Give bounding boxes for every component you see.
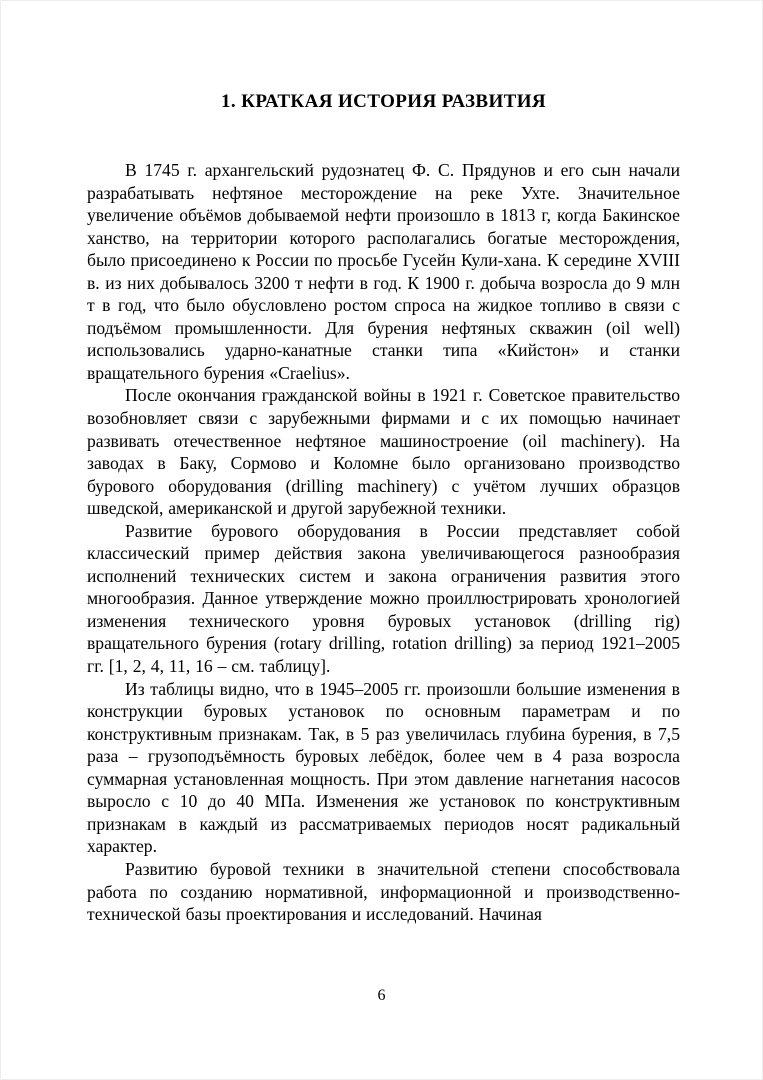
paragraph-history-intro: В 1745 г. архангельский рудознатец Ф. С. Прядунов и его сын начали разрабатывать нефтяное месторождение на реке Ухте. Значительное увеличение объёмов добываемой нефти произошло в 1813 г, когда Бакинское ханство, на территории которого располагались богатые месторождения, было присоединено к России по просьбе Гусейн Кули-хана. К середине XVIII в. из них добывалось 3200 т нефти в год. К 1900 г. добыча возросла до 9 млн т в год, что было обусловлено ростом спроса на жидкое топливо в связи с подъёмом промышленности. Для бурения нефтяных скважин (oil well) использовались ударно-канатные станки типа «Кийстон» и станки вращательного бурения «Craelius». <box>87 160 680 383</box>
paragraph-post-civil-war: После окончания гражданской войны в 1921 г. Советское правительство возобновляет связи с зарубежными фирмами и с их помощью начинает развивать отечественное нефтяное машиностроение (oil machinery). На заводах в Баку, Сормово и Коломне было организовано производство бурового оборудования (drilling machinery) с учётом лучших образцов шведской, американской и другой зарубежной техники. <box>87 385 680 519</box>
page-title: 1. КРАТКАЯ ИСТОРИЯ РАЗВИТИЯ <box>220 91 547 112</box>
page-number: 6 <box>377 987 386 1004</box>
paragraph-technical-base: Развитию буровой техники в значительной степени способствовала работа по созданию нормативной, информационной и производственно-технической базы проектирования и исследований. Начиная <box>87 858 680 925</box>
paragraph-table-analysis: Из таблицы видно, что в 1945–2005 гг. произошли большие изменения в конструкции буровых установок по основным параметрам и по конструктивным признакам. Так, в 5 раз увеличилась глубина бурения, в 7,5 раза – грузоподъёмность буровых лебёдок, более чем в 4 раза возросла суммарная установленная мощность. При этом давление нагнетания насосов выросло с 10 до 40 МПа. Изменения же установок по конструктивным признакам в каждый из рассматриваемых периодов носят радикальный характер. <box>87 678 680 857</box>
paragraph-development-law: Развитие бурового оборудования в России представляет собой классический пример действия закона увеличивающегося разнообразия исполнений технических систем и закона ограничения развития этого многообразия. Данное утверждение можно проиллюстрировать хронологией изменения технического уровня буровых установок (drilling rig) вращательного бурения (rotary drilling, rotation drilling) за период 1921–2005 гг. [1, 2, 4, 11, 16 – см. таблицу]. <box>87 520 680 677</box>
page-body <box>87 159 680 926</box>
